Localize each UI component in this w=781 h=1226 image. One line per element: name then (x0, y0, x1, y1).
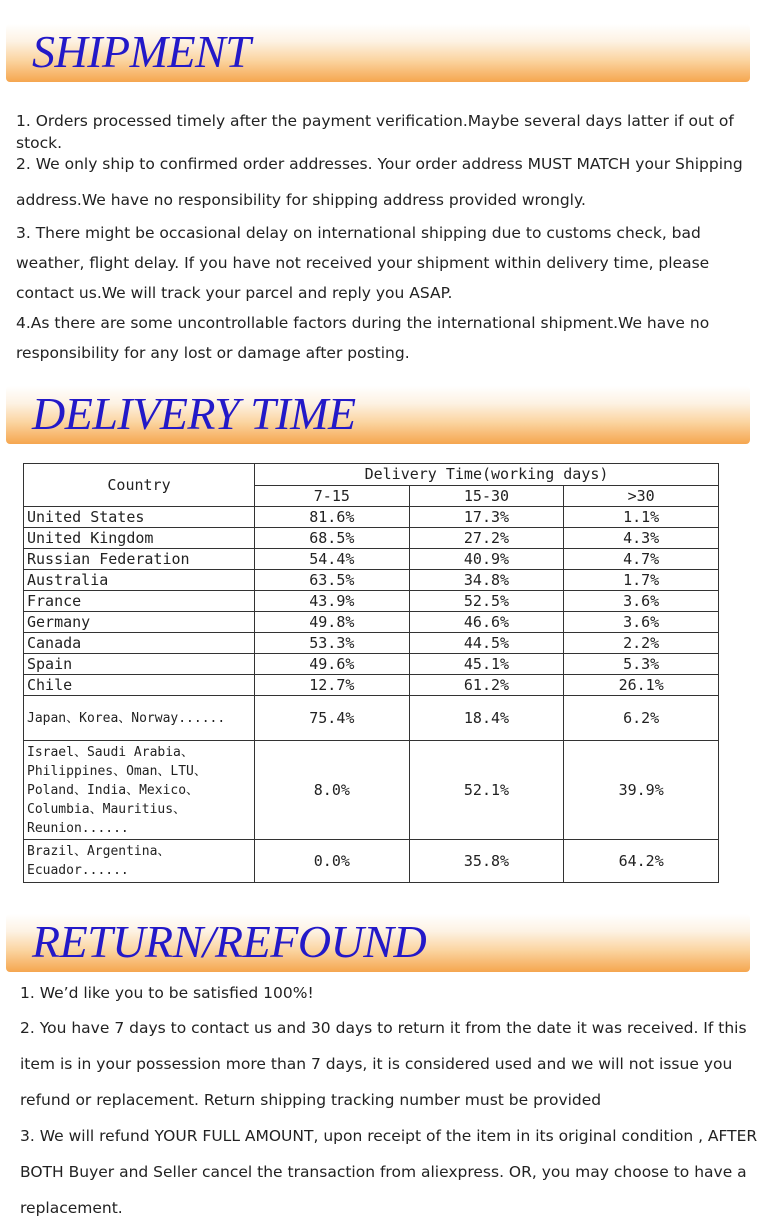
country-cell: Chile (24, 675, 255, 696)
value-cell: 81.6% (255, 507, 410, 528)
refund-paragraph-1 (20, 982, 770, 1004)
refund-text-3: 3. We will refund YOUR FULL AMOUNT, upon receipt of the item in its original condition , AFTER BOTH Buyer and Seller cancel the transaction from aliexpress. OR, you may choose to have a replacement. (20, 1127, 758, 1217)
shipment-banner (6, 24, 750, 82)
table-row (24, 675, 719, 696)
value-cell: 8.0% (255, 741, 410, 840)
shipment-text-2: 2. We only ship to confirmed order addresses. Your order address MUST MATCH your Shipping address.We have no responsibility for shipping address provided wrongly. (16, 155, 743, 209)
value-cell: 4.7% (564, 549, 719, 570)
table-row (24, 549, 719, 570)
value-cell: 45.1% (409, 654, 564, 675)
header-range-3: >30 (564, 485, 719, 507)
value-cell: 34.8% (409, 570, 564, 591)
value-cell: 18.4% (409, 696, 564, 741)
refund-text-2: 2. You have 7 days to contact us and 30 days to return it from the date it was received. If this item is in your possession more than 7 days, it is considered used and we will not issue you refund or replacement. Return shipping tracking number must be provided (20, 1019, 747, 1109)
header-range-2: 15-30 (409, 485, 564, 507)
value-cell: 39.9% (564, 741, 719, 840)
value-cell: 2.2% (564, 633, 719, 654)
shipment-paragraph-4 (16, 308, 766, 368)
shipment-text-3: 3. There might be occasional delay on international shipping due to customs check, bad weather, flight delay. If you have not received your shipment within delivery time, please contact us.We will track your parcel and reply you ASAP. (16, 224, 710, 302)
table-row (24, 633, 719, 654)
table-row (24, 654, 719, 675)
table-row (24, 840, 719, 883)
value-cell: 17.3% (409, 507, 564, 528)
delivery-time-table (23, 463, 719, 883)
country-cell: France (24, 591, 255, 612)
value-cell: 26.1% (564, 675, 719, 696)
shipment-text-1: 1. Orders processed timely after the payment verification.Maybe several days latter if out of stock. (16, 112, 734, 152)
header-range-1: 7-15 (255, 485, 410, 507)
country-cell: Canada (24, 633, 255, 654)
shipment-text-4: 4.As there are some uncontrollable factors during the international shipment.We have no responsibility for any lost or damage after posting. (16, 314, 710, 362)
refund-paragraph-3 (20, 1118, 770, 1226)
header-delivery-time: Delivery Time(working days) (255, 464, 719, 486)
country-cell: United States (24, 507, 255, 528)
value-cell: 27.2% (409, 528, 564, 549)
table-row (24, 570, 719, 591)
country-cell: Brazil、Argentina、Ecuador...... (24, 840, 255, 883)
country-cell: Russian Federation (24, 549, 255, 570)
shipment-paragraph-2 (16, 146, 766, 218)
refund-title: RETURN/REFOUND (32, 916, 427, 967)
refund-text-1: 1. We’d like you to be satisfied 100%! (20, 984, 314, 1002)
shipment-paragraph-3 (16, 218, 766, 308)
value-cell: 54.4% (255, 549, 410, 570)
value-cell: 1.1% (564, 507, 719, 528)
value-cell: 6.2% (564, 696, 719, 741)
value-cell: 44.5% (409, 633, 564, 654)
value-cell: 49.6% (255, 654, 410, 675)
value-cell: 1.7% (564, 570, 719, 591)
value-cell: 63.5% (255, 570, 410, 591)
refund-banner (6, 914, 750, 972)
value-cell: 61.2% (409, 675, 564, 696)
value-cell: 52.5% (409, 591, 564, 612)
delivery-title: DELIVERY TIME (32, 388, 356, 439)
value-cell: 46.6% (409, 612, 564, 633)
value-cell: 49.8% (255, 612, 410, 633)
delivery-banner (6, 386, 750, 444)
country-cell: Germany (24, 612, 255, 633)
table-row (24, 612, 719, 633)
value-cell: 35.8% (409, 840, 564, 883)
table-row (24, 591, 719, 612)
value-cell: 75.4% (255, 696, 410, 741)
value-cell: 68.5% (255, 528, 410, 549)
refund-paragraph-2 (20, 1010, 770, 1118)
country-cell: Australia (24, 570, 255, 591)
value-cell: 12.7% (255, 675, 410, 696)
shipment-title: SHIPMENT (32, 26, 251, 77)
header-country: Country (24, 464, 255, 507)
table-row (24, 528, 719, 549)
value-cell: 0.0% (255, 840, 410, 883)
value-cell: 3.6% (564, 591, 719, 612)
country-cell: United Kingdom (24, 528, 255, 549)
value-cell: 52.1% (409, 741, 564, 840)
table-row (24, 507, 719, 528)
country-cell: Japan、Korea、Norway...... (24, 696, 255, 741)
value-cell: 40.9% (409, 549, 564, 570)
value-cell: 5.3% (564, 654, 719, 675)
table-row (24, 696, 719, 741)
value-cell: 53.3% (255, 633, 410, 654)
country-cell: Israel、Saudi Arabia、Philippines、Oman、LTU、Poland、India、Mexico、Columbia、Mauritius、Reunion...... (24, 741, 255, 840)
value-cell: 64.2% (564, 840, 719, 883)
country-cell: Spain (24, 654, 255, 675)
table-row (24, 741, 719, 840)
value-cell: 3.6% (564, 612, 719, 633)
value-cell: 43.9% (255, 591, 410, 612)
value-cell: 4.3% (564, 528, 719, 549)
